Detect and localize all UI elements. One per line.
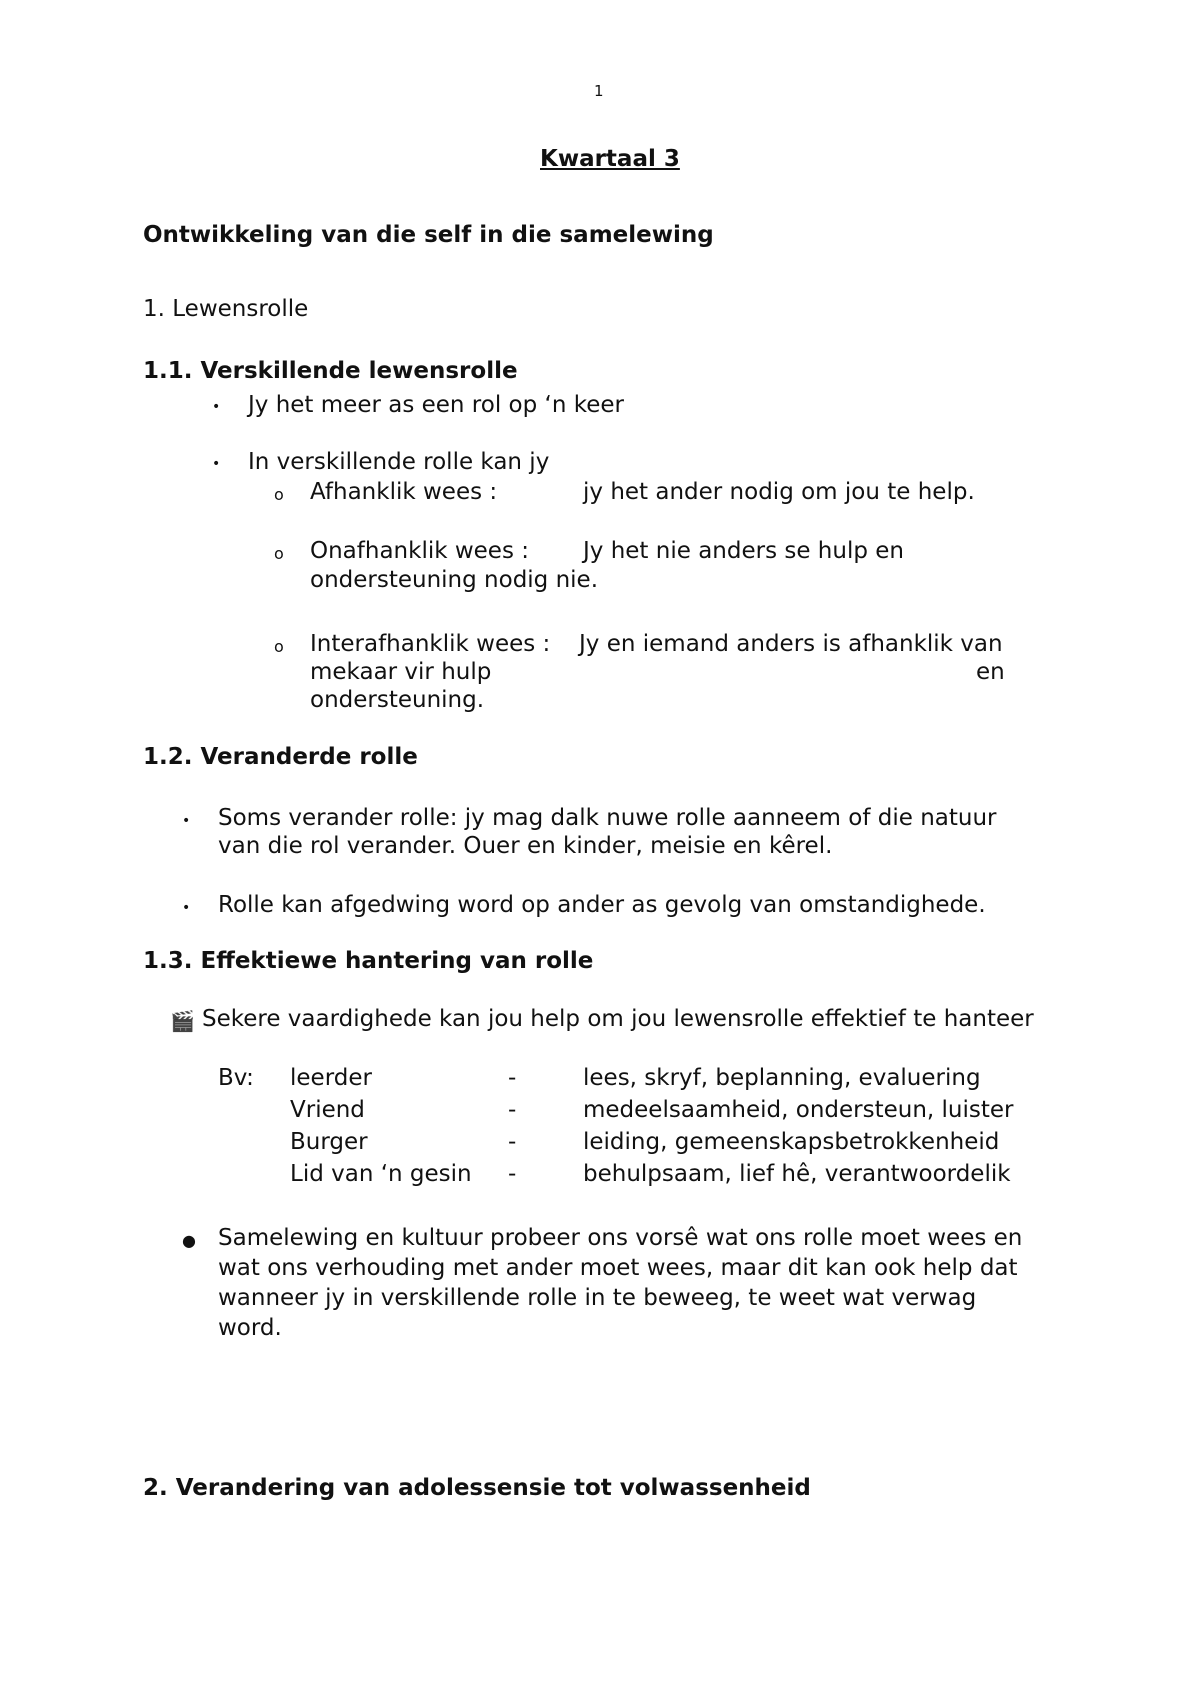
sub-item-continuation: mekaar vir hulp [310, 659, 492, 685]
bv-label: Bv: [218, 1065, 254, 1091]
sub-item-continuation: ondersteuning. [310, 687, 485, 713]
bullet-icon: • [182, 813, 191, 829]
bullet-icon: • [212, 456, 221, 472]
skills-cell: medeelsaamheid, ondersteun, luister [583, 1097, 1014, 1123]
section-1-3-heading: 1.3. Effektiewe hantering van rolle [143, 948, 594, 974]
bullet-item: Soms verander rolle: jy mag dalk nuwe rolle aanneem of die natuur [218, 805, 997, 831]
dash-cell: - [508, 1097, 517, 1123]
bullet-icon: • [182, 900, 191, 916]
skills-cell: behulpsaam, lief hê, verantwoordelik [583, 1161, 1011, 1187]
section-1-1-heading: 1.1. Verskillende lewensrolle [143, 358, 518, 384]
section-2-heading: 2. Verandering van adolessensie tot volwassenheid [143, 1475, 811, 1501]
circle-bullet-icon: o [274, 544, 284, 563]
role-cell: Lid van ‘n gesin [290, 1161, 472, 1187]
paragraph-line: wanneer jy in verskillende rolle in te beweeg, te weet wat verwag [218, 1285, 977, 1311]
sub-item-term: Interafhanklik wees : [310, 631, 551, 657]
sub-item-continuation: en [976, 659, 1005, 685]
skills-cell: leiding, gemeenskapsbetrokkenheid [583, 1129, 1000, 1155]
intro-text: Sekere vaardighede kan jou help om jou lewensrolle effektief te hanteer [202, 1006, 1034, 1032]
sub-item-definition: Jy en iemand anders is afhanklik van [579, 631, 1003, 657]
sub-item-term: Afhanklik wees : [310, 479, 498, 505]
bullet-icon: ● [182, 1231, 196, 1250]
bullet-item: In verskillende rolle kan jy [248, 449, 550, 475]
role-cell: leerder [290, 1065, 372, 1091]
bullet-item: Rolle kan afgedwing word op ander as gevolg van omstandighede. [218, 892, 986, 918]
paragraph-line: wat ons verhouding met ander moet wees, maar dit kan ook help dat [218, 1255, 1018, 1281]
role-cell: Vriend [290, 1097, 365, 1123]
clapperboard-icon: 🎬 [170, 1009, 195, 1033]
sub-item-continuation: ondersteuning nodig nie. [310, 567, 599, 593]
sub-item-term: Onafhanklik wees : [310, 538, 530, 564]
role-cell: Burger [290, 1129, 368, 1155]
sub-item-definition: jy het ander nodig om jou te help. [583, 479, 975, 505]
paragraph-line: word. [218, 1315, 282, 1341]
bullet-item: Jy het meer as een rol op ‘n keer [248, 392, 624, 418]
bullet-item-continuation: van die rol verander. Ouer en kinder, meisie en kêrel. [218, 833, 833, 859]
section-1-2-heading: 1.2. Veranderde rolle [143, 744, 418, 770]
dash-cell: - [508, 1065, 517, 1091]
circle-bullet-icon: o [274, 485, 284, 504]
bullet-icon: • [212, 399, 221, 415]
circle-bullet-icon: o [274, 637, 284, 656]
main-heading: Ontwikkeling van die self in die samelewing [143, 222, 714, 248]
section-1-heading: 1. Lewensrolle [143, 296, 309, 322]
sub-item-definition: Jy het nie anders se hulp en [583, 538, 904, 564]
document-title: Kwartaal 3 [540, 146, 680, 172]
paragraph-line: Samelewing en kultuur probeer ons vorsê wat ons rolle moet wees en [218, 1225, 1023, 1251]
skills-cell: lees, skryf, beplanning, evaluering [583, 1065, 981, 1091]
dash-cell: - [508, 1129, 517, 1155]
dash-cell: - [508, 1161, 517, 1187]
page-number: 1 [594, 82, 604, 100]
